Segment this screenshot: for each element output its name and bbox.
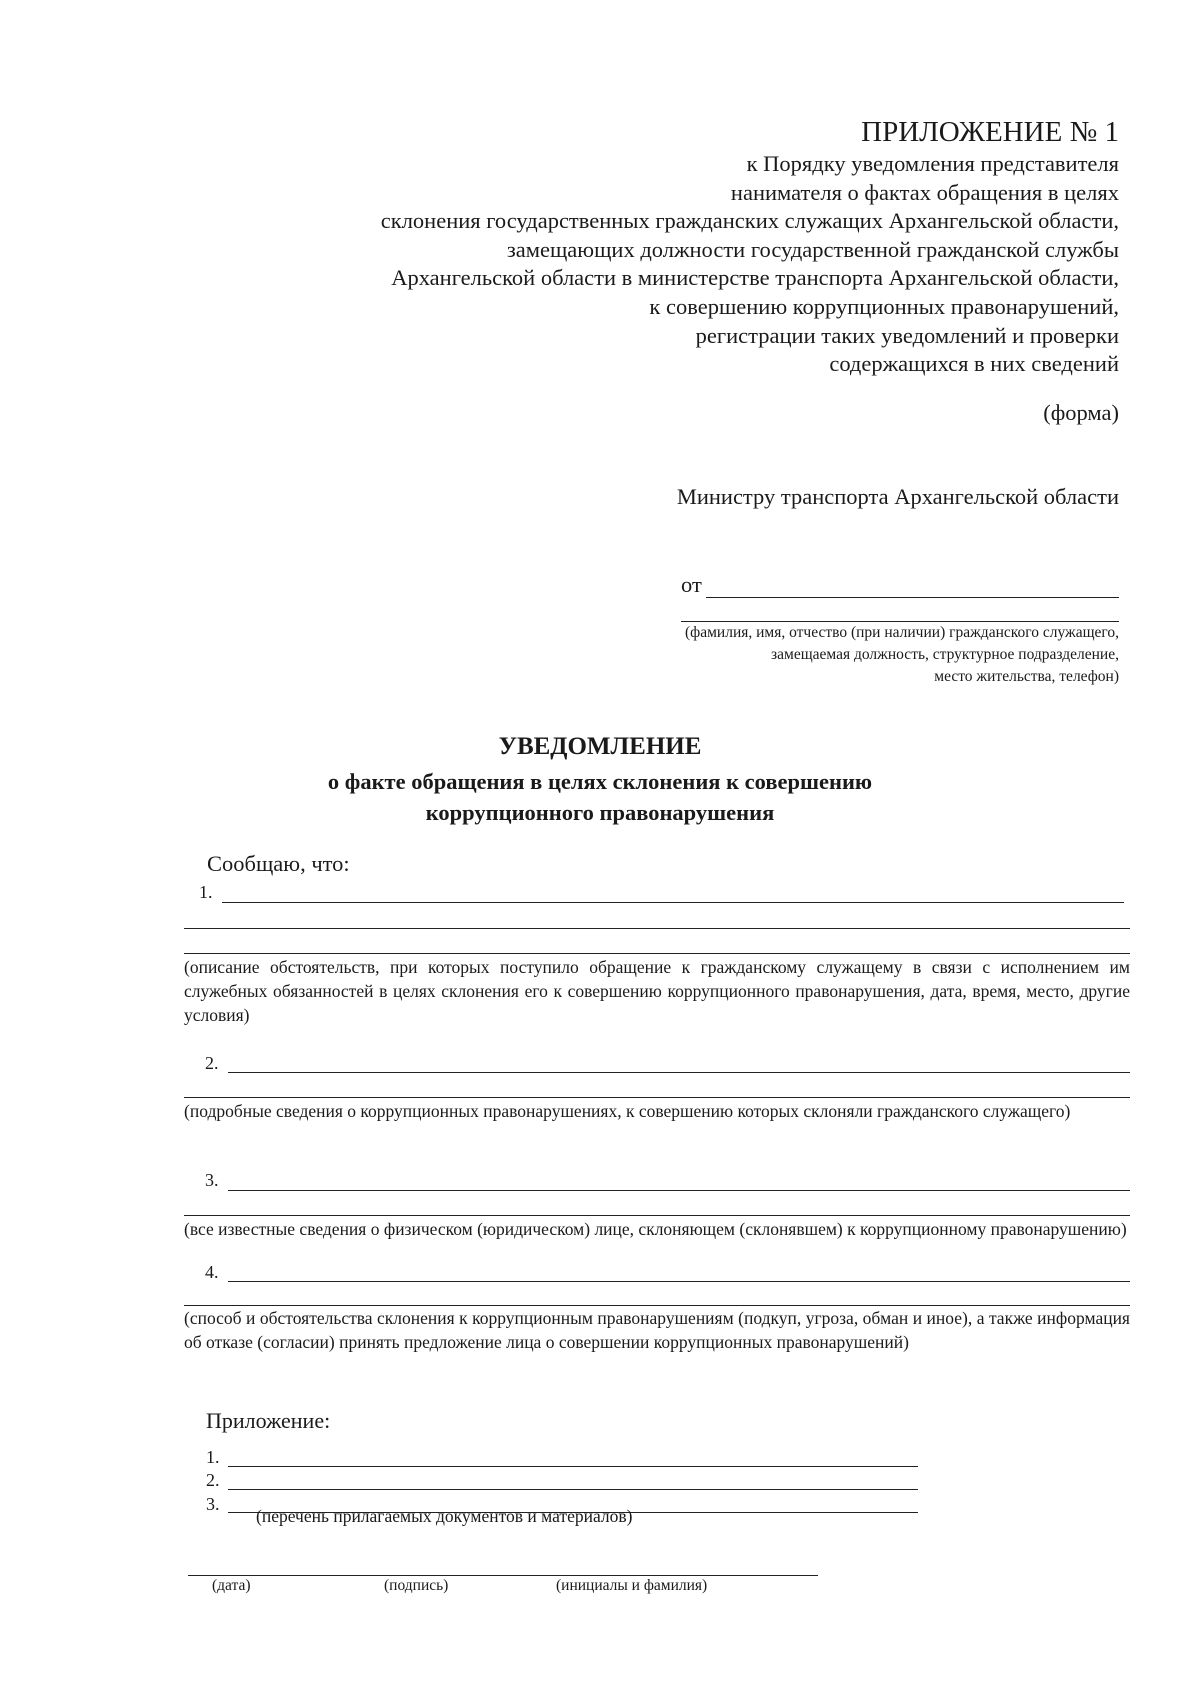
attachment-2-field-line[interactable] <box>228 1489 918 1490</box>
from-caption <box>559 622 1119 688</box>
attachment-number: 3. <box>206 1494 220 1514</box>
appendix-line: к Порядку уведомления представителя <box>746 151 1119 176</box>
appendix-title: ПРИЛОЖЕНИЕ № 1 <box>861 116 1119 148</box>
from-label: от <box>681 572 702 597</box>
signature-field-line[interactable] <box>378 1575 520 1576</box>
item-number: 1. <box>199 882 213 902</box>
item-2-field-line-2[interactable] <box>184 1097 1130 1098</box>
date-field-line[interactable] <box>188 1575 378 1576</box>
name-field-line[interactable] <box>520 1575 818 1576</box>
item-number: 2. <box>205 1053 219 1073</box>
attachment-number: 2. <box>206 1470 220 1490</box>
appendix-line: замещающих должности государственной гражданской службы <box>506 236 1119 262</box>
appendix-subtitle <box>299 150 1119 379</box>
date-label: (дата) <box>212 1577 251 1594</box>
attachments-caption: (перечень прилагаемых документов и материалов) <box>256 1506 633 1526</box>
item-caption: (описание обстоятельств, при которых поступило обращение к гражданскому служащему в связи с исполнением им служебных обязанностей в целях склонения его к совершению коррупционного правонарушения, дата, время, место, другие условия) <box>184 957 1130 1025</box>
form-label: (форма) <box>1043 400 1119 425</box>
from-caption-line: (фамилия, имя, отчество (при наличии) гражданского служащего, <box>685 624 1119 641</box>
item-number: 3. <box>205 1170 219 1190</box>
appendix-line: регистрации таких уведомлений и проверки <box>695 322 1119 348</box>
item-4-field-line[interactable] <box>228 1281 1130 1282</box>
from-caption-line: замещаемая должность, структурное подразделение, <box>771 646 1119 663</box>
appendix-line: к совершению коррупционных правонарушений, <box>649 293 1119 319</box>
notice-subtitle <box>0 766 1200 828</box>
item-3-field-line[interactable] <box>228 1190 1130 1191</box>
notice-subtitle-line: коррупционного правонарушения <box>425 800 775 825</box>
from-caption-line: место жительства, телефон) <box>934 668 1119 685</box>
item-caption: (способ и обстоятельства склонения к коррупционным правонарушениям (подкуп, угроза, обман и иное), а также информация об отказе (согласии) принять предложение лица о совершении коррупционных правонарушений) <box>184 1308 1130 1352</box>
item-1-field-line-3[interactable] <box>184 953 1130 954</box>
notice-title: УВЕДОМЛЕНИЕ <box>498 733 702 760</box>
notice-subtitle-line: о факте обращения в целях склонения к совершению <box>327 769 873 794</box>
appendix-line: Архангельской области в министерстве транспорта Архангельской области, <box>391 265 1119 291</box>
item-number: 4. <box>205 1262 219 1282</box>
name-label: (инициалы и фамилия) <box>556 1577 708 1594</box>
from-field-line[interactable] <box>706 597 1119 598</box>
item-1-field-line-2[interactable] <box>184 928 1130 929</box>
appendix-line: содержащихся в них сведений <box>829 351 1119 377</box>
item-3-field-line-2[interactable] <box>184 1215 1130 1216</box>
appendix-line: нанимателя о фактах обращения в целях <box>730 179 1119 205</box>
attachments-title: Приложение: <box>206 1408 331 1433</box>
signature-label: (подпись) <box>384 1577 449 1594</box>
report-intro: Сообщаю, что: <box>207 851 350 876</box>
appendix-line: склонения государственных гражданских служащих Архангельской области, <box>380 208 1119 234</box>
item-1-field-line[interactable] <box>222 902 1124 903</box>
item-2-field-line[interactable] <box>228 1072 1130 1073</box>
addressee: Министру транспорта Архангельской области <box>676 484 1119 509</box>
item-caption: (подробные сведения о коррупционных правонарушениях, к совершению которых склоняли гражданского служащего) <box>184 1101 1071 1121</box>
attachment-1-field-line[interactable] <box>228 1466 918 1467</box>
attachment-number: 1. <box>206 1447 220 1467</box>
item-caption: (все известные сведения о физическом (юридическом) лице, склоняющем (склонявшем) к коррупционному правонарушению) <box>184 1219 1127 1239</box>
